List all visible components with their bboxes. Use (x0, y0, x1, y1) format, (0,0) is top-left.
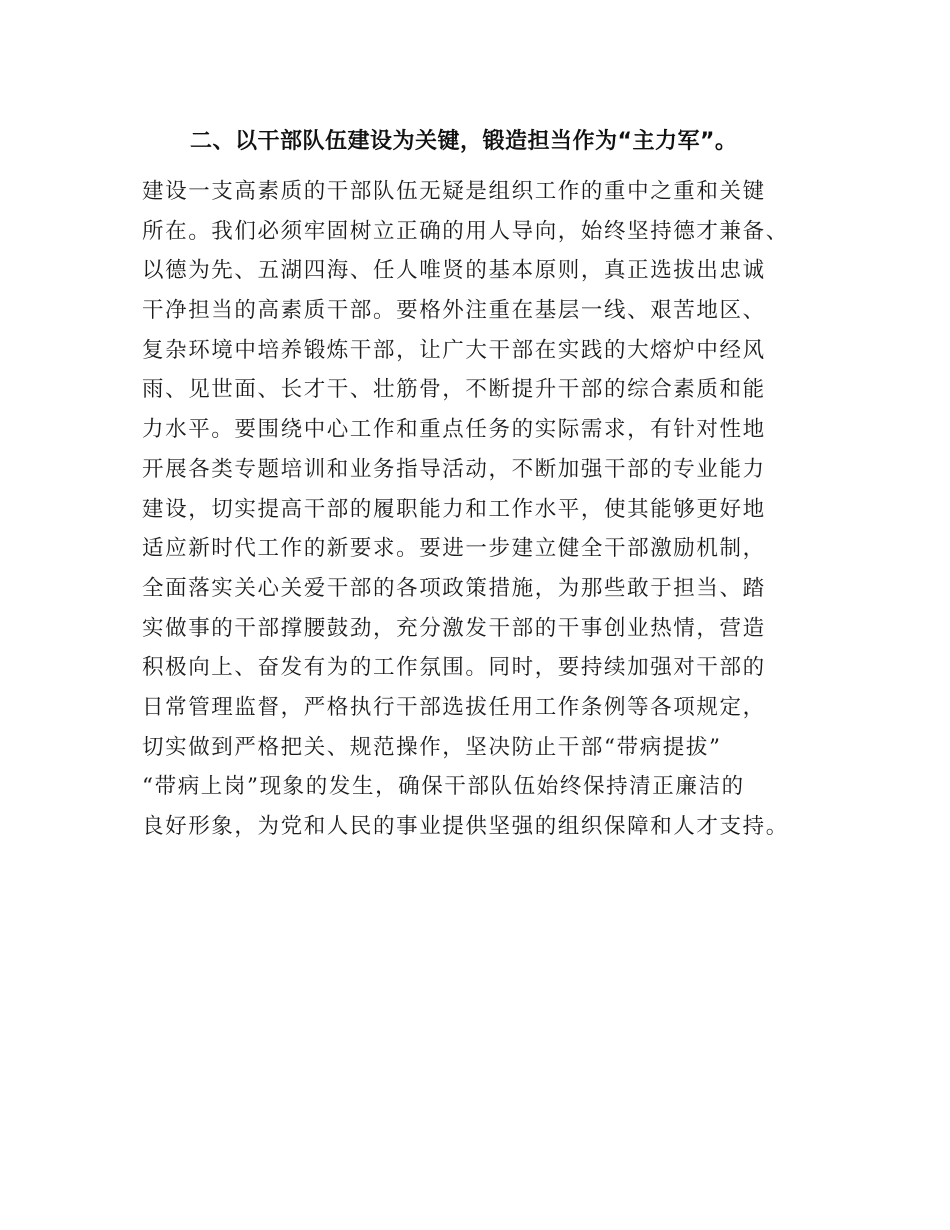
paragraph-line: 以德为先、五湖四海、任人唯贤的基本原则，真正选拔出忠诚 (142, 258, 766, 284)
paragraph-line: 所在。我们必须牢固树立正确的用人导向，始终坚持德才兼备、 (142, 218, 789, 244)
paragraph-body (142, 172, 842, 847)
paragraph-line: 开展各类专题培训和业务指导活动，不断加强干部的专业能力 (142, 456, 766, 482)
paragraph-line: 干净担当的高素质干部。要格外注重在基层一线、艰苦地区、 (142, 298, 766, 324)
paragraph-line: 实做事的干部撑腰鼓劲，充分激发干部的干事创业热情，营造 (142, 615, 766, 641)
paragraph-line: 复杂环境中培养锻炼干部，让广大干部在实践的大熔炉中经风 (142, 337, 766, 363)
section-heading: 二、以干部队伍建设为关键，锻造担当作为“主力军”。 (190, 129, 738, 154)
paragraph-line: 建设一支高素质的干部队伍无疑是组织工作的重中之重和关键 (142, 179, 766, 204)
paragraph-line: 日常管理监督，严格执行干部选拔任用工作条例等各项规定， (142, 694, 766, 720)
paragraph-line: 适应新时代工作的新要求。要进一步建立健全干部激励机制， (142, 536, 766, 562)
paragraph-line: 良好形象，为党和人民的事业提供坚强的组织保障和人才支持。 (142, 814, 789, 839)
paragraph-line: 全面落实关心关爱干部的各项政策措施，为那些敢于担当、踏 (142, 575, 766, 601)
paragraph-line: 建设，切实提高干部的履职能力和工作水平，使其能够更好地 (142, 496, 766, 522)
paragraph-line: “带病上岗”现象的发生，确保干部队伍始终保持清正廉洁的 (142, 774, 745, 800)
paragraph-line: 力水平。要围绕中心工作和重点任务的实际需求，有针对性地 (142, 417, 766, 443)
paragraph-line: 雨、见世面、长才干、壮筋骨，不断提升干部的综合素质和能 (142, 377, 766, 403)
paragraph-line: 积极向上、奋发有为的工作氛围。同时，要持续加强对干部的 (142, 655, 766, 681)
paragraph-line: 切实做到严格把关、规范操作，坚决防止干部“带病提拔” (142, 734, 722, 760)
